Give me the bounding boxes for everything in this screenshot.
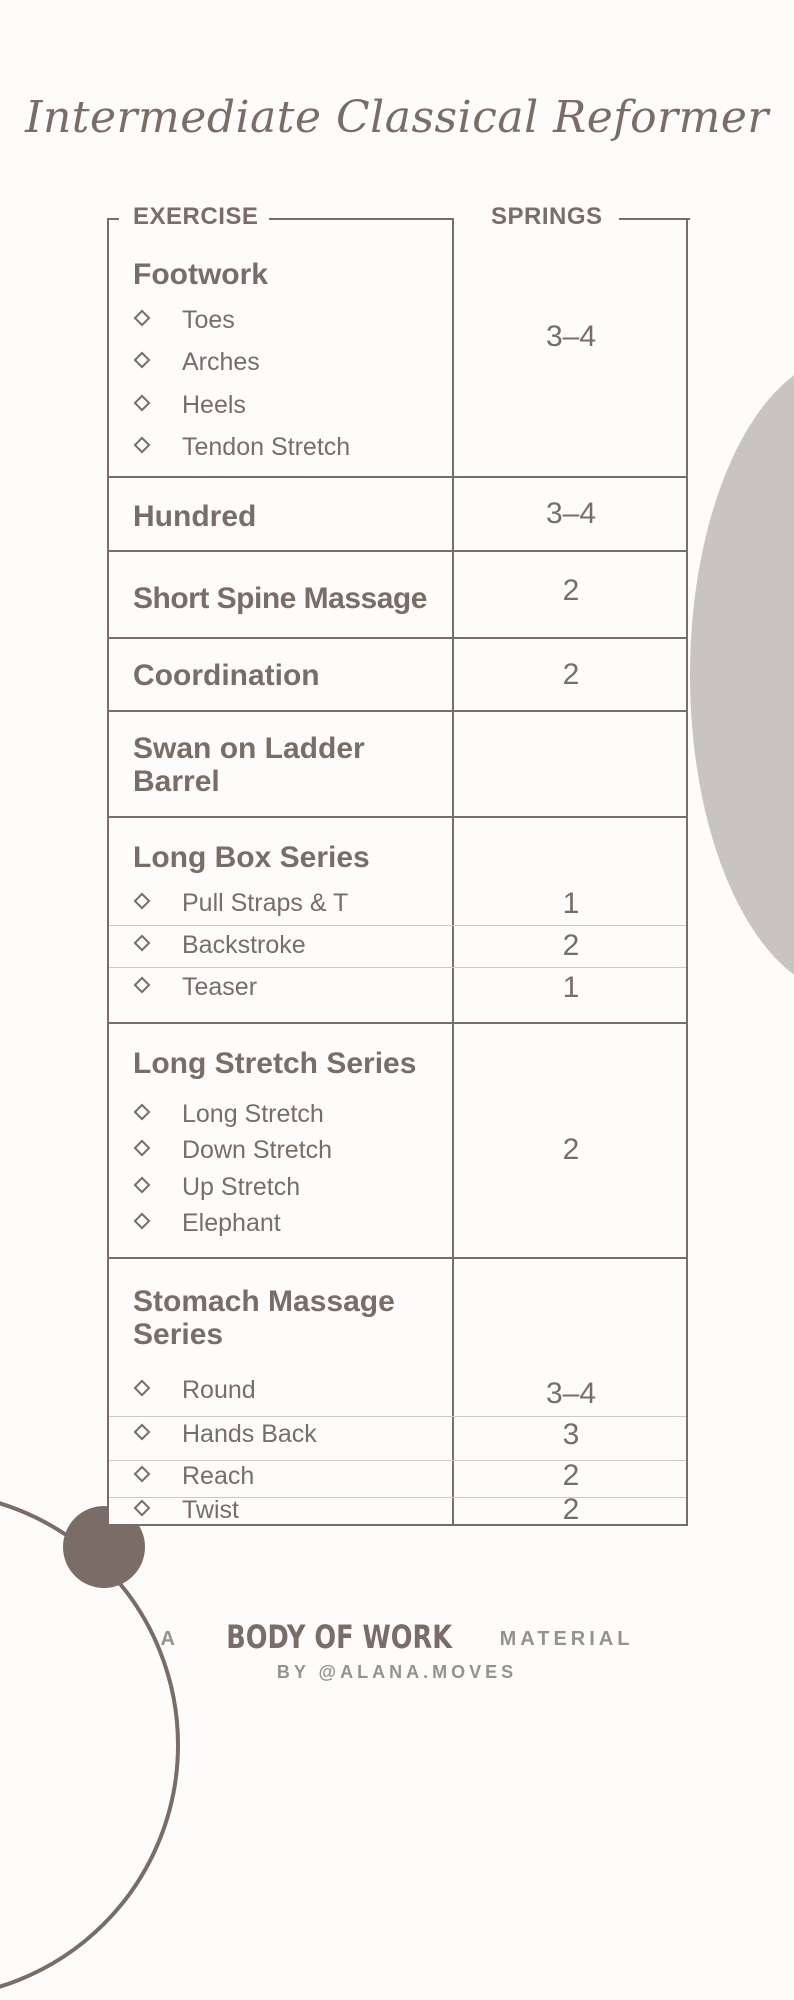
springs-value: 2 [562,1133,580,1166]
diamond-bullet-icon [134,1104,151,1121]
diamond-bullet-icon [134,1424,151,1441]
list-item: Toes [133,305,235,335]
exercise-name: Long Stretch Series [133,1047,417,1080]
diamond-bullet-icon [134,1380,151,1397]
springs-value: 2 [562,1459,580,1492]
list-item: Up Stretch [133,1172,300,1202]
sub-row-divider [109,925,686,926]
list-item: Arches [133,347,260,377]
exercise-name: Coordination [133,659,320,692]
list-item: Hands Back [133,1419,317,1449]
diamond-bullet-icon [134,935,151,952]
exercise-name: Long Box Series [133,841,370,874]
springs-value: 2 [562,929,580,962]
springs-value: 3–4 [545,320,597,353]
springs-value: 2 [562,1493,580,1526]
list-item: Down Stretch [133,1135,332,1165]
springs-value: 3–4 [545,1377,597,1410]
list-item: Long Stretch [133,1099,324,1129]
springs-value: 2 [562,574,580,607]
row-long-box-series [109,818,686,1024]
exercise-name: Short Spine Massage [133,582,427,615]
exercise-name: Swan on Ladder Barrel [133,732,365,798]
springs-value: 3 [562,1418,580,1451]
diamond-bullet-icon [134,1140,151,1157]
diamond-bullet-icon [134,395,151,412]
list-item: Round [133,1375,256,1405]
brand-logo: BODY OF WORK [226,1618,452,1656]
diamond-bullet-icon [134,1500,151,1517]
row-short-spine-massage [109,552,686,639]
diamond-bullet-icon [134,352,151,369]
header-exercise: EXERCISE [127,203,264,231]
decorative-gray-semicircle [690,355,794,995]
list-item: Backstroke [133,930,306,960]
list-item: Pull Straps & T [133,888,348,918]
diamond-bullet-icon [134,977,151,994]
header-springs: SPRINGS [485,203,609,231]
springs-value: 3–4 [545,497,597,530]
exercise-table [107,203,688,1526]
list-item: Elephant [133,1208,281,1238]
diamond-bullet-icon [134,310,151,327]
diamond-bullet-icon [134,1466,151,1483]
exercise-name: Hundred [133,500,257,533]
footer-prefix: A [160,1628,179,1650]
diamond-bullet-icon [134,437,151,454]
springs-value: 1 [562,971,580,1004]
page-title: Intermediate Classical Reformer [25,92,769,143]
springs-value: 1 [562,887,580,920]
exercise-name: Stomach Massage Series [133,1285,395,1351]
diamond-bullet-icon [134,1177,151,1194]
row-swan-on-ladder-barrel [109,712,686,818]
list-item: Tendon Stretch [133,432,350,462]
exercise-name: Footwork [133,258,268,291]
springs-value: 2 [562,658,580,691]
row-stomach-massage-series [109,1259,686,1526]
row-footwork [109,218,686,478]
diamond-bullet-icon [134,893,151,910]
footer-byline: BY @ALANA.MOVES [276,1662,518,1682]
list-item: Heels [133,390,246,420]
footer-suffix: MATERIAL [499,1628,634,1650]
row-long-stretch-series [109,1024,686,1259]
list-item: Reach [133,1461,254,1491]
row-coordination [109,639,686,712]
diamond-bullet-icon [134,1213,151,1230]
sub-row-divider [109,967,686,968]
sub-row-divider [109,1416,686,1417]
footer-credit [0,1615,794,1656]
list-item: Twist [133,1495,239,1525]
row-hundred [109,478,686,552]
list-item: Teaser [133,972,257,1002]
